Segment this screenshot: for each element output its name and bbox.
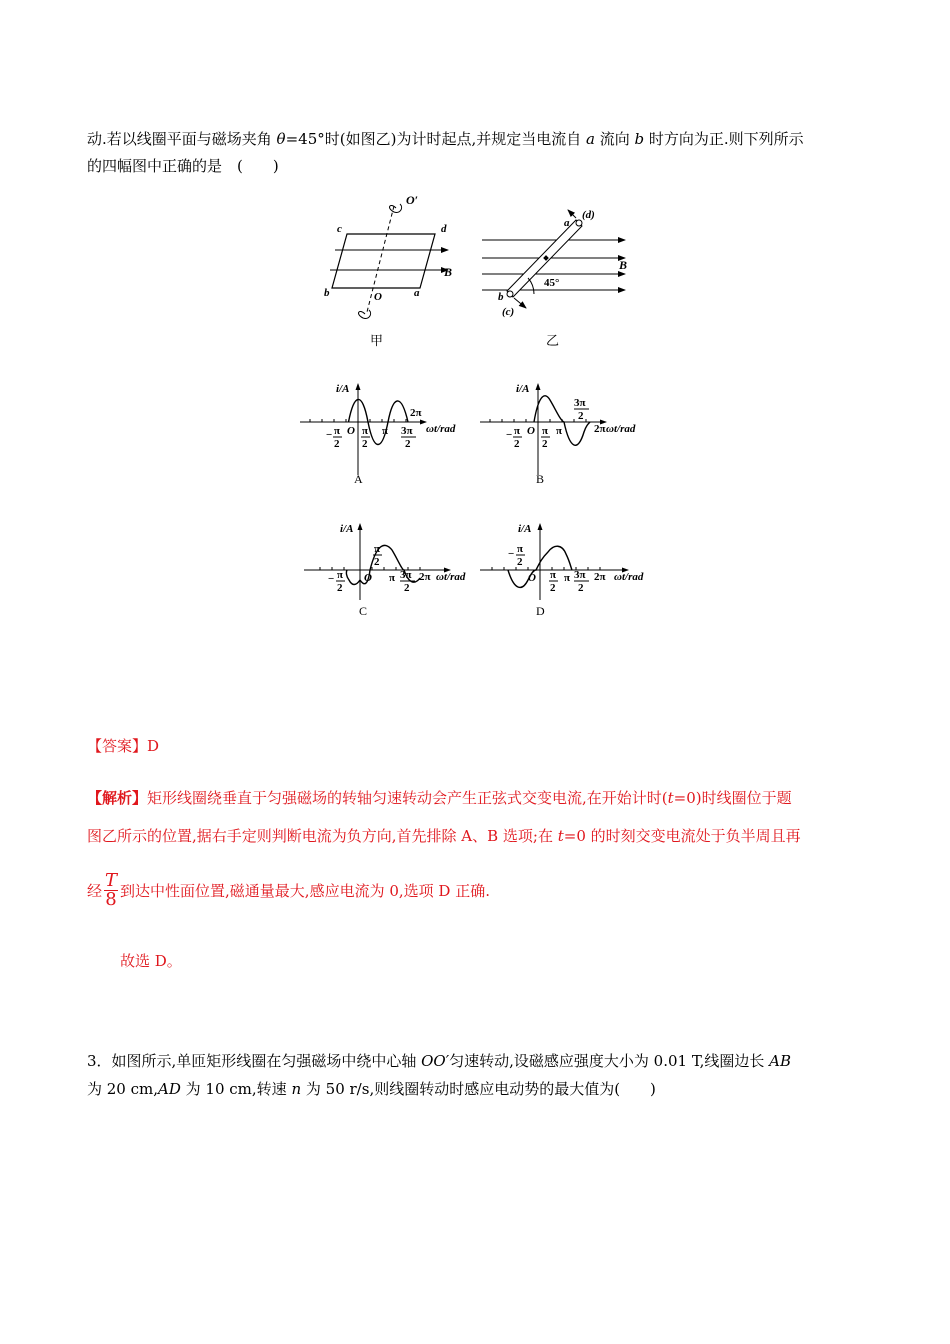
tick-two: 2 <box>337 582 343 594</box>
tick-minus: − <box>328 573 335 585</box>
caption-jia: 甲 <box>370 333 384 348</box>
tick-two-pi: 2π <box>410 407 422 419</box>
x-axis-label: ωt/rad <box>614 571 644 583</box>
top-a-label: a <box>564 217 570 229</box>
tick-two: 2 <box>578 582 584 594</box>
question3-line1: 3．如图所示,单匝矩形线圈在匀强磁场中绕中心轴 OO′匀速转动,设磁感应强度大小为 0.01 T,线圈边长 AB <box>87 1052 792 1070</box>
corner-b-label: b <box>324 287 330 299</box>
graph-a <box>298 380 478 490</box>
answer-label: 【答案】 <box>87 737 148 755</box>
analysis-line2: 图乙所示的位置,据右手定则判断电流为负方向,首先排除 A、B 选项;在 t=0 的时刻交变电流处于负半周且再 <box>87 827 801 845</box>
analysis-conclusion: 故选 D。 <box>120 952 182 970</box>
origin-label: O <box>347 425 355 437</box>
x-axis-label: ωt/rad <box>436 571 466 583</box>
y-axis-label: i/A <box>516 383 530 395</box>
tick-two-pi: 2π <box>594 571 606 583</box>
tick-pi: π <box>374 543 381 555</box>
tick-pi: π <box>362 425 369 437</box>
angle-label: 45° <box>544 277 560 289</box>
tick-pi: π <box>517 543 524 555</box>
top-d-label: (d) <box>582 209 595 221</box>
tick-two-pi: 2π <box>419 571 431 583</box>
tick-two: 2 <box>374 556 380 568</box>
field-b-label: B <box>619 258 628 272</box>
corner-c-label: c <box>337 223 342 235</box>
axis-bottom-label: O <box>374 291 382 303</box>
corner-a-label: a <box>414 287 420 299</box>
question2-line2: 的四幅图中正确的是 ( ) <box>87 157 279 175</box>
question3-line2: 为 20 cm,AD 为 10 cm,转速 n 为 50 r/s,则线圈转动时感应电动势的最大值为( ) <box>87 1080 656 1098</box>
bottom-b-label: b <box>498 291 504 303</box>
origin-label: O <box>527 425 535 437</box>
graph-c-label: C <box>359 604 368 618</box>
figure-yi <box>478 200 638 350</box>
x-axis-label: ωt/rad <box>426 423 456 435</box>
tick-two: 2 <box>542 438 548 450</box>
tick-two: 2 <box>404 582 410 594</box>
answer-value: D <box>147 737 160 755</box>
caption-yi: 乙 <box>546 333 560 348</box>
y-axis-label: i/A <box>336 383 350 395</box>
tick-two: 2 <box>334 438 340 450</box>
y-axis-label: i/A <box>518 523 532 535</box>
origin-label: O <box>528 572 536 584</box>
graph-b <box>478 380 658 490</box>
answer-line <box>87 735 159 756</box>
tick-three-pi: 3π <box>574 397 586 409</box>
graph-d <box>478 520 658 625</box>
graph-b-label: B <box>536 472 545 486</box>
tick-pi: π <box>564 572 571 584</box>
tick-three-pi: 3π <box>401 425 413 437</box>
tick-pi: π <box>334 425 341 437</box>
axis-top-label: O′ <box>406 193 419 207</box>
analysis-line1: 【解析】矩形线圈绕垂直于匀强磁场的转轴匀速转动会产生正弦式交变电流,在开始计时(t=0)时线圈位于题 <box>87 789 792 807</box>
tick-two: 2 <box>514 438 520 450</box>
tick-two: 2 <box>578 410 584 422</box>
field-b-label: B <box>444 265 453 279</box>
tick-pi: π <box>337 569 344 581</box>
tick-pi: π <box>550 569 557 581</box>
tick-two: 2 <box>550 582 556 594</box>
x-axis-label: ωt/rad <box>606 423 636 435</box>
tick-pi: π <box>542 425 549 437</box>
analysis-line3: 经 $\frac{T}{8}$ 到达中性面位置,磁通量最大,感应电流为 0,选项 D 正确. <box>87 870 490 910</box>
corner-d-label: d <box>441 223 447 235</box>
analysis-label: 【解析】 <box>87 789 148 807</box>
tick-pi: π <box>556 425 563 437</box>
graph-c <box>302 520 482 625</box>
tick-two: 2 <box>362 438 368 450</box>
tick-two: 2 <box>517 556 523 568</box>
tick-three-pi: 3π <box>400 569 412 581</box>
graph-a-label: A <box>354 472 363 486</box>
y-axis-label: i/A <box>340 523 354 535</box>
tick-pi: π <box>382 425 389 437</box>
bottom-c-label: (c) <box>502 306 515 318</box>
origin-label: O <box>364 572 372 584</box>
fraction-t-over-8: $\frac{T}{8}$ <box>105 870 118 910</box>
tick-two: 2 <box>405 438 411 450</box>
tick-minus: − <box>506 429 513 441</box>
tick-pi: π <box>389 572 396 584</box>
tick-pi: π <box>514 425 521 437</box>
question2-line1: 动.若以线圈平面与磁场夹角 θ=45°时(如图乙)为计时起点,并规定当电流自 a 流向 b 时方向为正.则下列所示 <box>87 130 804 148</box>
tick-three-pi: 3π <box>574 569 586 581</box>
tick-two-pi: 2π <box>594 423 606 435</box>
tick-minus: − <box>508 548 515 560</box>
figure-jia <box>310 190 470 355</box>
graph-d-label: D <box>536 604 545 618</box>
tick-minus: − <box>326 429 333 441</box>
